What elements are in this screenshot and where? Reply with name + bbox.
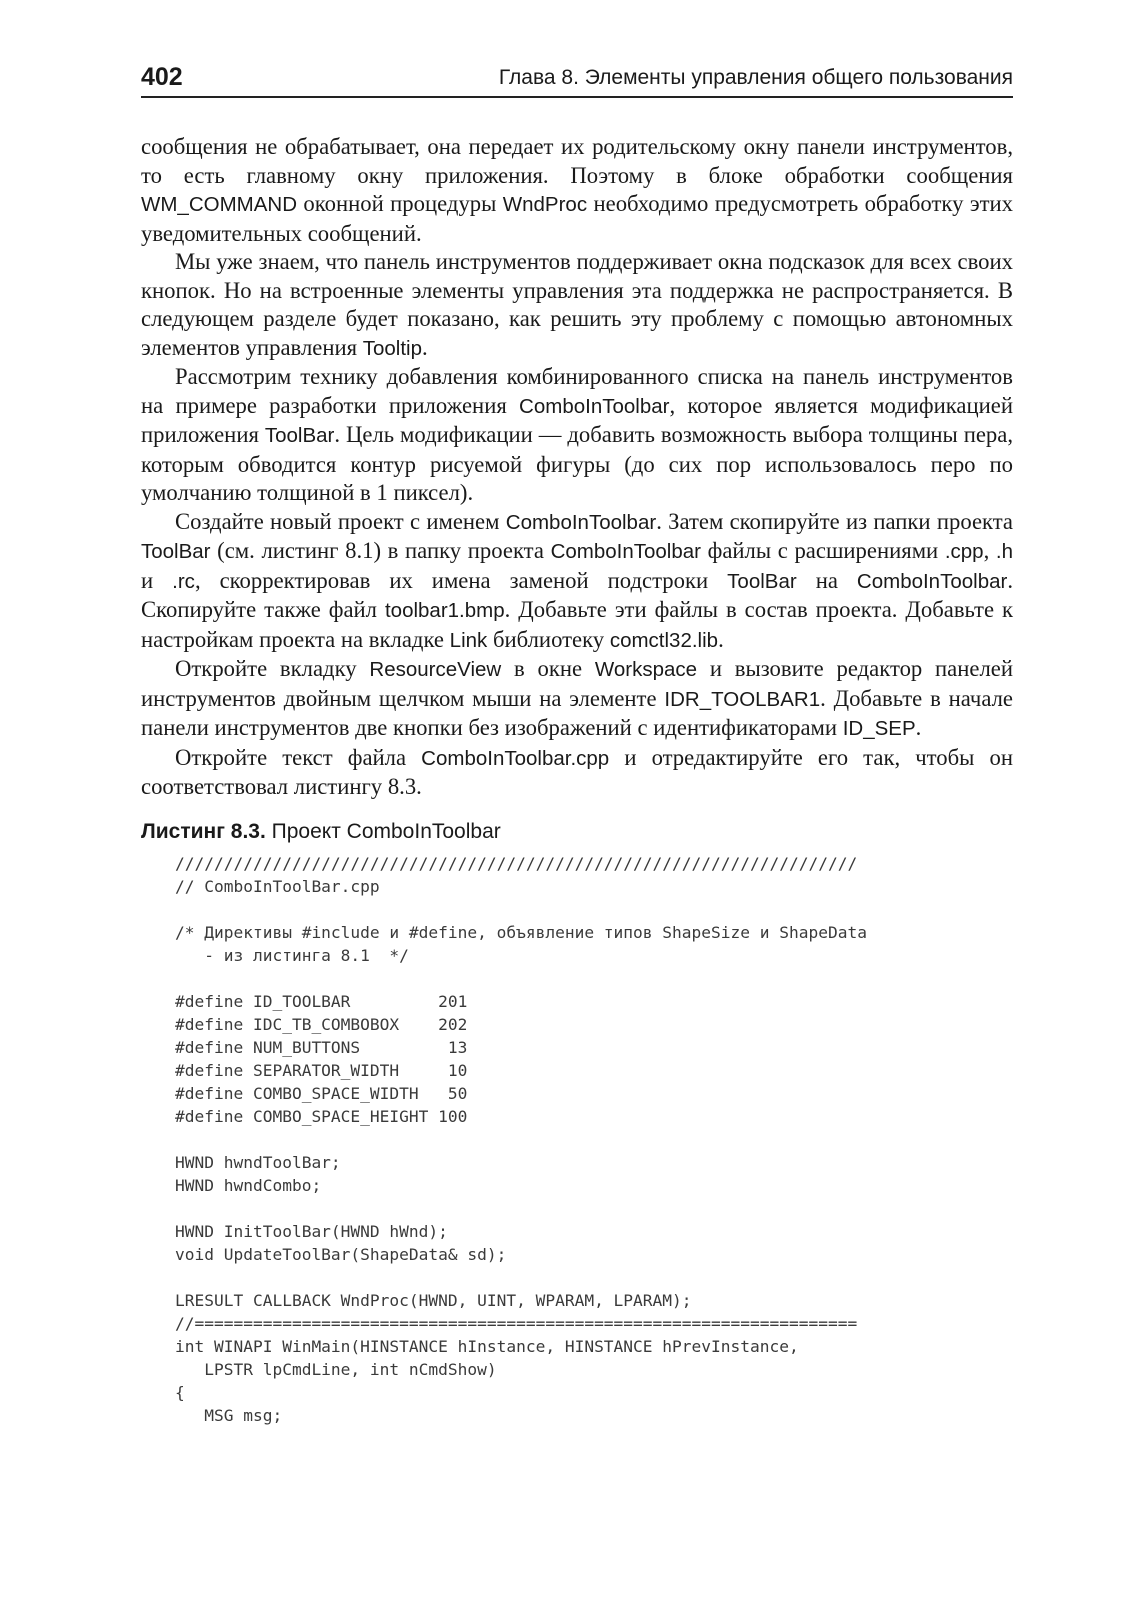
inline-code: ComboInToolbar [519, 394, 670, 418]
paragraph [141, 248, 1013, 363]
body-text [141, 133, 1013, 802]
paragraph [141, 655, 1013, 744]
code-listing [175, 852, 935, 1427]
inline-code: ToolBar [727, 569, 797, 593]
paragraph [141, 133, 1013, 248]
inline-code: ComboInToolbar [505, 510, 657, 534]
inline-code: ComboInToolbar.cpp [421, 746, 610, 770]
text-run: на [796, 567, 857, 593]
text-run: . Цель модификации — добавить возможность выбора толщины пера, которым обводится контур рисуемой фигуры (до сих пор использовалось перо по умолчанию толщиной в 1 пиксел). [141, 422, 1014, 505]
inline-code: WM_COMMAND [141, 193, 298, 216]
inline-code: toolbar1.bmp [384, 599, 505, 622]
inline-code: ID_SEP [842, 717, 916, 740]
listing-label: Листинг 8.3. [141, 820, 266, 843]
text-run: и [141, 567, 173, 593]
page-header [141, 62, 1013, 98]
code-line [175, 967, 935, 990]
text-run: (см. листинг 8.1) в папку проекта [210, 538, 551, 563]
paragraph [141, 363, 1013, 508]
inline-code: Tooltip [362, 336, 422, 360]
inline-code: .h [995, 540, 1013, 563]
inline-code: ComboInToolbar [856, 569, 1008, 593]
text-run: библиотеку [487, 626, 610, 652]
inline-code: .cpp [944, 540, 984, 563]
page-number: 402 [141, 63, 183, 91]
text-run: файлы с расширениями [701, 538, 945, 563]
inline-code: Workspace [594, 658, 698, 681]
text-run: . [422, 334, 428, 360]
code-line: int WINAPI WinMain(HINSTANCE hInstance, HINSTANCE hPrevInstance, [175, 1337, 799, 1356]
inline-code: ResourceView [369, 658, 502, 681]
inline-code: WndProc [502, 193, 588, 216]
code-line: - из листинга 8.1 */ [175, 946, 409, 965]
code-line: #define IDC_TB_COMBOBOX 202 [175, 1015, 468, 1034]
inline-code: Link [449, 628, 488, 652]
inline-code: ToolBar [141, 540, 211, 563]
code-line: ////////////////////////////////////////////////////////////////////// [175, 854, 858, 873]
text-run: , [983, 538, 996, 563]
text-run: необходимо предусмотреть обработку этих уведомительных сообщений. [141, 191, 1013, 246]
code-line: // ComboInToolBar.cpp [175, 877, 380, 896]
code-line: #define SEPARATOR_WIDTH 10 [175, 1061, 468, 1080]
text-run: , скорректировав их имена заменой подстроки [194, 567, 728, 593]
inline-code: IDR_TOOLBAR1 [664, 687, 821, 711]
text-run: Откройте текст файла [175, 744, 422, 770]
code-line: { [175, 1383, 185, 1402]
code-line: LRESULT CALLBACK WndProc(HWND, UINT, WPARAM, LPARAM); [175, 1291, 692, 1310]
inline-code: .rc [172, 569, 195, 593]
code-line: #define NUM_BUTTONS 13 [175, 1038, 468, 1057]
text-run: . Добавьте эти файлы в состав проекта. Добавьте к настройкам проекта на вкладке [141, 597, 1013, 652]
code-line: #define ID_TOOLBAR 201 [175, 992, 468, 1011]
listing-title: Проект ComboInToolbar [271, 820, 501, 843]
code-line: #define COMBO_SPACE_WIDTH 50 [175, 1084, 468, 1103]
code-line [175, 1197, 935, 1220]
text-run: , которое является модификацией приложения [141, 392, 1013, 447]
code-line [175, 1266, 935, 1289]
text-run: Создайте новый проект с именем [175, 508, 506, 534]
text-run: Мы уже знаем, что панель инструментов поддерживает окна подсказок для всех своих кнопок. Но на встроенные элементы управления эта поддержка не распространяется. В следующем разделе будет показано, как решить эту проблему с помощью автономных элементов управления [141, 249, 1013, 360]
text-run: оконной процедуры [297, 191, 503, 216]
text-run: Рассмотрим технику добавления комбинированного списка на панель инструментов на примере разработки приложения [141, 364, 1013, 418]
code-line: HWND InitToolBar(HWND hWnd); [175, 1222, 448, 1241]
code-line [175, 898, 935, 921]
code-line: //==================================================================== [175, 1314, 858, 1333]
inline-code: ToolBar [264, 424, 335, 447]
paragraph [141, 744, 1013, 802]
text-run: сообщения не обрабатывает, она передает их родительскому окну панели инструментов, то есть главному окну приложения. Поэтому в блоке обработки сообщения [141, 134, 1013, 188]
paragraph [141, 508, 1013, 656]
code-line: void UpdateToolBar(ShapeData& sd); [175, 1245, 507, 1264]
code-line [175, 1128, 935, 1151]
code-line: HWND hwndToolBar; [175, 1153, 341, 1172]
text-run: . Скопируйте также файл [141, 567, 1013, 622]
code-line: LPSTR lpCmdLine, int nCmdShow) [175, 1360, 497, 1379]
text-run: . [718, 626, 724, 652]
inline-code: comctl32.lib [609, 628, 719, 652]
code-line: #define COMBO_SPACE_HEIGHT 100 [175, 1107, 468, 1126]
text-run: . Затем скопируйте из папки проекта [656, 508, 1013, 534]
code-line: MSG msg; [175, 1406, 283, 1425]
text-run: и вызовите редактор панелей инструментов двойным щелчком мыши на элементе [141, 656, 1013, 711]
code-line: HWND hwndCombo; [175, 1176, 322, 1195]
text-run: Откройте вкладку [175, 656, 370, 681]
code-line: /* Директивы #include и #define, объявление типов ShapeSize и ShapeData [175, 923, 867, 942]
text-run: . Добавьте в начале панели инструментов две кнопки без изображений с идентификаторами [141, 685, 1013, 740]
listing-caption [141, 818, 501, 846]
running-title: Глава 8. Элементы управления общего пользования [498, 66, 1013, 89]
inline-code: ComboInToolbar [550, 540, 701, 563]
text-run: и отредактируйте его так, чтобы он соответствовал листингу 8.3. [141, 744, 1013, 799]
text-run: . [915, 715, 922, 740]
text-run: в окне [501, 656, 595, 681]
